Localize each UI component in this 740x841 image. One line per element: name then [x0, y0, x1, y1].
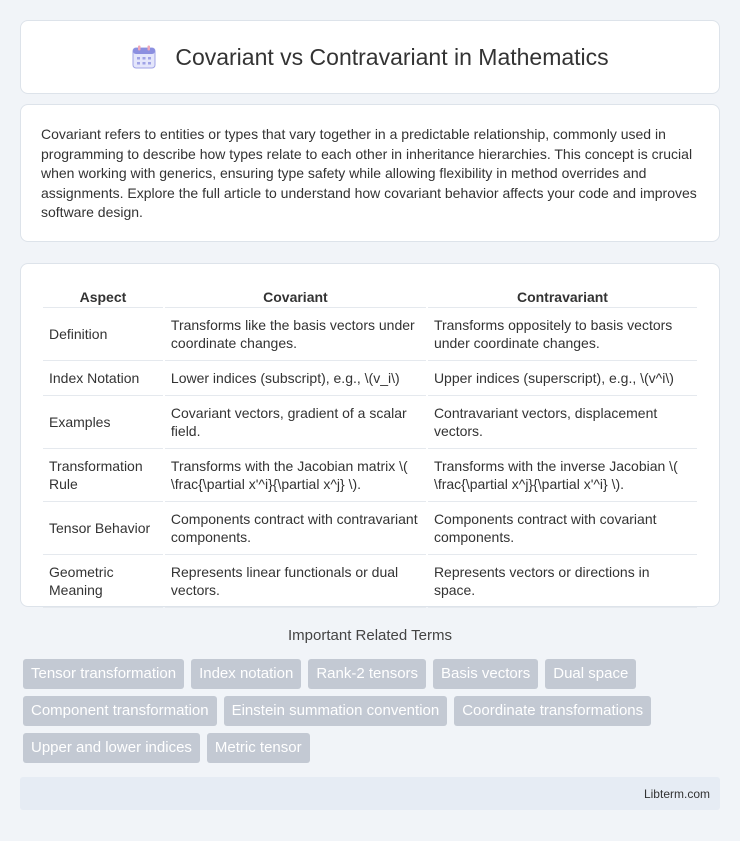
cell-contravariant: Transforms with the inverse Jacobian \( \frac{\partial x^j}{\partial x'^i} \).	[428, 449, 697, 502]
cell-covariant: Lower indices (subscript), e.g., \(v_i\)	[165, 361, 426, 396]
cell-contravariant: Contravariant vectors, displacement vectors.	[428, 396, 697, 449]
cell-covariant: Components contract with contravariant components.	[165, 502, 426, 555]
tag-einstein-summation-convention[interactable]: Einstein summation convention	[224, 696, 448, 726]
cell-contravariant: Represents vectors or directions in space.	[428, 555, 697, 608]
calendar-icon	[131, 44, 157, 70]
title-wrap	[131, 44, 608, 71]
cell-aspect: Examples	[43, 396, 163, 449]
table-row	[43, 361, 697, 396]
tag-basis-vectors[interactable]: Basis vectors	[433, 659, 538, 689]
tag-upper-and-lower-indices[interactable]: Upper and lower indices	[23, 733, 200, 763]
cell-contravariant: Components contract with covariant components.	[428, 502, 697, 555]
cell-aspect: Transformation Rule	[43, 449, 163, 502]
intro-paragraph: Covariant refers to entities or types that vary together in a predictable relationship, commonly used in programming to describe how types relate to each other in inheritance hierarchies. This concept is crucial when working with generics, ensuring type safety while allowing flexibility in method overrides and assignments. Explore the full article to understand how covariant behavior affects your code and improves software design.	[41, 126, 697, 220]
cell-contravariant: Upper indices (superscript), e.g., \(v^i\)	[428, 361, 697, 396]
footer-site-link[interactable]: Libterm.com	[643, 787, 710, 801]
cell-covariant: Transforms with the Jacobian matrix \( \frac{\partial x'^i}{\partial x^j} \).	[165, 449, 426, 502]
tag-coordinate-transformations[interactable]: Coordinate transformations	[454, 696, 651, 726]
footer	[20, 777, 720, 810]
comparison-table	[41, 285, 699, 608]
header-contravariant: Contravariant	[428, 285, 697, 308]
table-row	[43, 555, 697, 608]
cell-aspect: Tensor Behavior	[43, 502, 163, 555]
related-terms-title: Important Related Terms	[288, 627, 452, 644]
tag-dual-space[interactable]: Dual space	[545, 659, 636, 689]
cell-aspect: Definition	[43, 308, 163, 361]
table-header-row	[43, 285, 697, 308]
tag-tensor-transformation[interactable]: Tensor transformation	[23, 659, 184, 689]
page-title: Covariant vs Contravariant in Mathematics	[175, 43, 609, 70]
table-row	[43, 449, 697, 502]
tag-metric-tensor[interactable]: Metric tensor	[207, 733, 310, 763]
tag-component-transformation[interactable]: Component transformation	[23, 696, 217, 726]
header-covariant: Covariant	[165, 285, 426, 308]
cell-contravariant: Transforms oppositely to basis vectors under coordinate changes.	[428, 308, 697, 361]
table-row	[43, 308, 697, 361]
tag-index-notation[interactable]: Index notation	[191, 659, 301, 689]
table-row	[43, 396, 697, 449]
cell-covariant: Represents linear functionals or dual vectors.	[165, 555, 426, 608]
cell-aspect: Geometric Meaning	[43, 555, 163, 608]
related-terms-tags	[23, 659, 703, 763]
cell-covariant: Covariant vectors, gradient of a scalar field.	[165, 396, 426, 449]
cell-covariant: Transforms like the basis vectors under coordinate changes.	[165, 308, 426, 361]
cell-aspect: Index Notation	[43, 361, 163, 396]
table-row	[43, 502, 697, 555]
header-card	[20, 20, 720, 94]
comparison-table-card	[20, 263, 720, 607]
intro-card	[20, 104, 720, 242]
tag-rank-2-tensors[interactable]: Rank-2 tensors	[308, 659, 426, 689]
header-aspect: Aspect	[43, 285, 163, 308]
